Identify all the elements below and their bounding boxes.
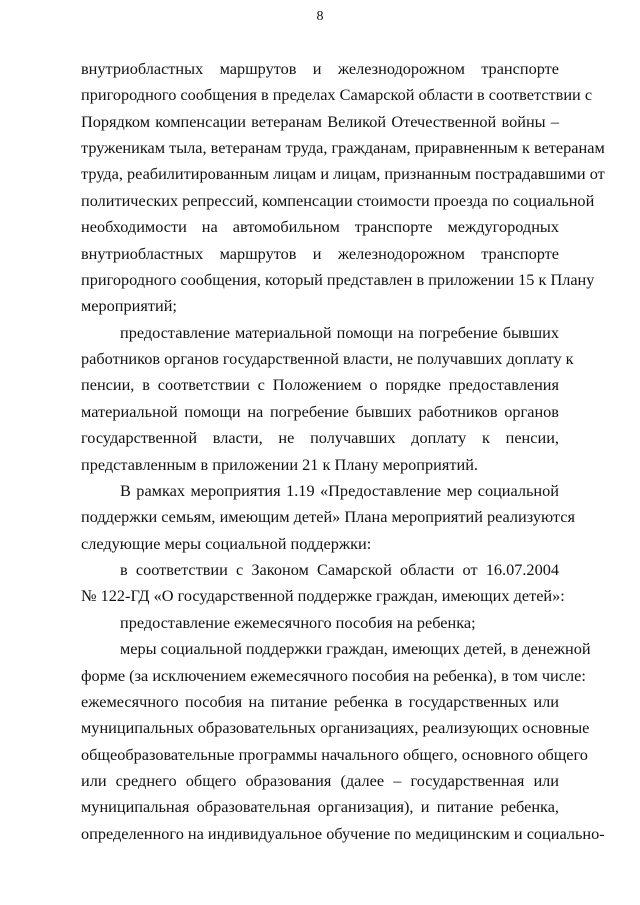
text-line: труда, реабилитированным лицам и лицам, признанным пострадавшими от xyxy=(81,164,605,183)
text-line: муниципальных образовательных организациях, реализующих основные xyxy=(81,718,590,737)
text-line: политических репрессий, компенсации стоимости проезда по социальной xyxy=(81,191,595,210)
text-line: или среднего общего образования (далее – государственная или xyxy=(81,771,559,790)
text-line: работников органов государственной власти, не получавших доплату к xyxy=(81,349,574,368)
text-line: предоставление ежемесячного пособия на ребенка; xyxy=(120,613,476,632)
text-line: ежемесячного пособия на питание ребенка в государственных или xyxy=(81,692,559,711)
text-line: форме (за исключением ежемесячного пособия на ребенка), в том числе: xyxy=(81,666,586,685)
text-line: № 122-ГД «О государственной поддержке граждан, имеющих детей»: xyxy=(81,586,565,605)
text-line: необходимости на автомобильном транспорте междугородных xyxy=(81,217,559,236)
text-line: пригородного сообщения, который представлен в приложении 15 к Плану xyxy=(81,270,595,289)
text-line: внутриобластных маршрутов и железнодорожном транспорте xyxy=(81,244,559,263)
text-line: следующие меры социальной поддержки: xyxy=(81,534,372,553)
page-number: 8 xyxy=(316,9,324,24)
text-line: представленным в приложении 21 к Плану мероприятий. xyxy=(81,455,478,474)
text-line: муниципальная образовательная организация), и питание ребенка, xyxy=(81,797,559,816)
text-line: поддержки семьям, имеющим детей» Плана мероприятий реализуются xyxy=(81,507,575,526)
text-line: в соответствии с Законом Самарской области от 16.07.2004 xyxy=(120,560,559,579)
text-line: общеобразовательные программы начального общего, основного общего xyxy=(81,745,588,764)
text-line: труженикам тыла, ветеранам труда, гражданам, приравненным к ветеранам xyxy=(81,138,605,157)
text-line: внутриобластных маршрутов и железнодорожном транспорте xyxy=(81,59,559,78)
text-line: определенного на индивидуальное обучение по медицинским и социально- xyxy=(81,824,605,843)
text-line: мероприятий; xyxy=(81,296,177,315)
text-line: меры социальной поддержки граждан, имеющих детей, в денежной xyxy=(120,639,591,658)
text-line: Порядком компенсации ветеранам Великой Отечественной войны – xyxy=(81,112,559,131)
text-line: предоставление материальной помощи на погребение бывших xyxy=(120,323,559,342)
text-line: пригородного сообщения в пределах Самарской области в соответствии с xyxy=(81,85,593,104)
text-line: государственной власти, не получавших доплату к пенсии, xyxy=(81,428,559,447)
text-line: пенсии, в соответствии с Положением о порядке предоставления xyxy=(81,375,559,394)
text-line: В рамках мероприятия 1.19 «Предоставление мер социальной xyxy=(120,481,559,500)
text-line: материальной помощи на погребение бывших работников органов xyxy=(81,402,559,421)
